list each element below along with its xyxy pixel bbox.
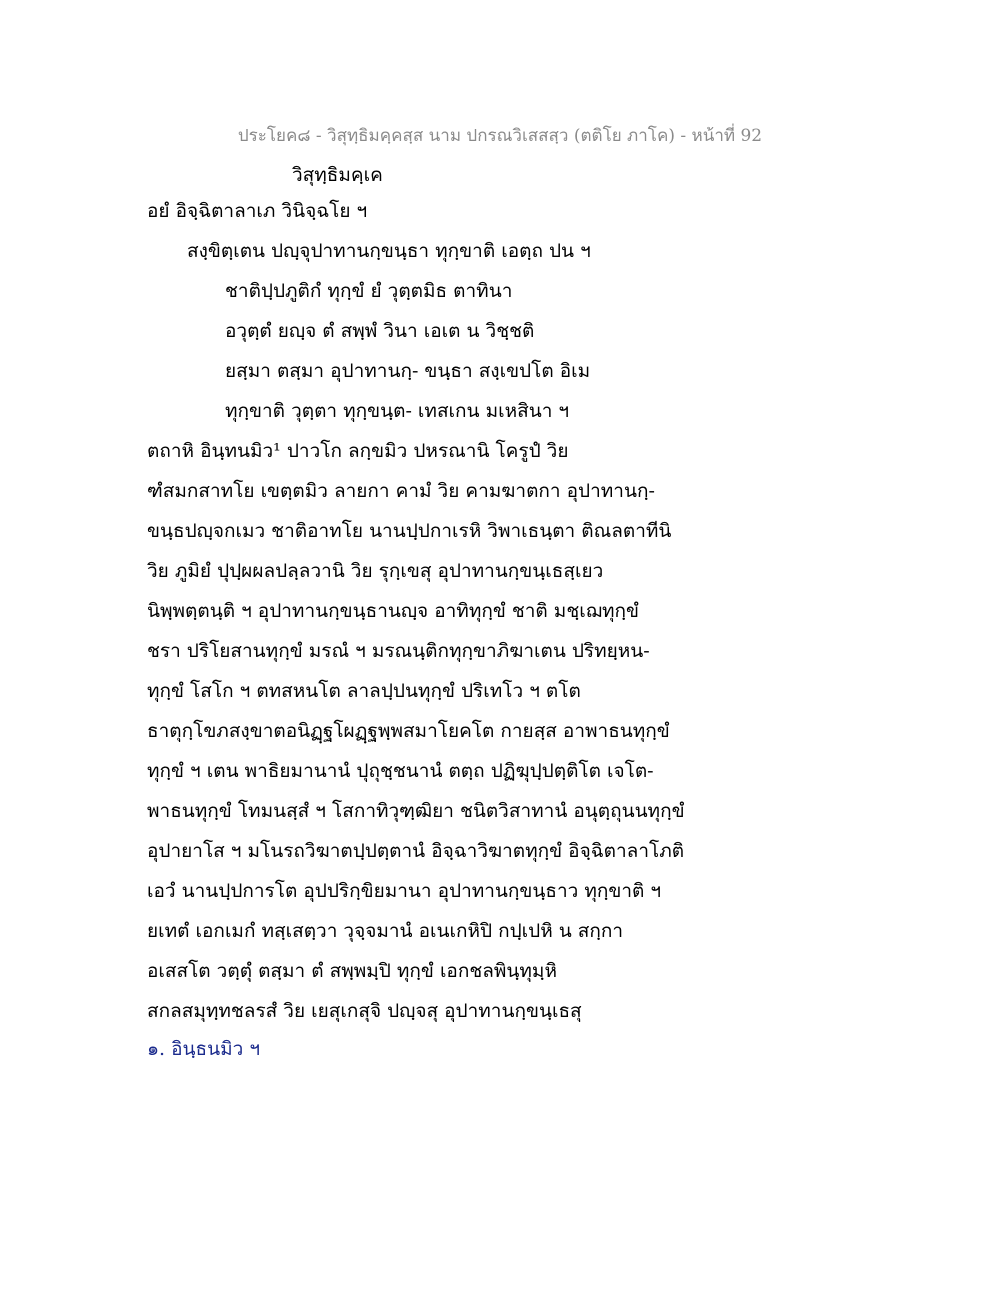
footnote: ๑. อินฺธนมิว ฯ — [147, 1038, 261, 1060]
running-header: ประโยค๘ - วิสุทฺธิมคฺคสฺส นาม ปกรณวิเสสสฺว (ตติโย ภาโค) - หน้าที่ 92 — [237, 126, 763, 146]
body-line: วิย ภูมิยํ ปุปฺผผลปลฺลวานิ วิย รุกฺเขสุ อุปาทานกฺขนฺเธสฺเยว — [147, 560, 604, 582]
body-line: อุปายาโส ฯ มโนรถวิฆาตปฺปตฺตานํ อิจฺฉาวิฆาตทุกฺขํ อิจฺฉิตาลาโภติ — [147, 840, 685, 862]
verse-line: ทุกฺขาติ วุตฺตา ทุกฺขนฺต- เทสเกน มเหสินา ฯ — [225, 400, 570, 422]
verse-line: ยสฺมา ตสฺมา อุปาทานกฺ- ขนฺธา สงฺเขปโต อิเม — [225, 360, 591, 382]
body-line: สงฺขิตฺเตน ปญฺจุปาทานกฺขนฺธา ทุกฺขาติ เอตฺถ ปน ฯ — [187, 240, 591, 262]
body-line: ธาตุกฺโขภสงฺขาตอนิฏฺฐโผฏฺฐพฺพสมาโยคโต กายสฺส อาพาธนทุกฺขํ — [147, 720, 670, 742]
body-line: นิพฺพตฺตนฺติ ฯ อุปาทานกฺขนฺธานญฺจ อาทิทุกฺขํ ชาติ มชฺเฌทุกฺขํ — [147, 600, 639, 622]
section-title: วิสุทฺธิมคฺเค — [292, 164, 383, 186]
body-line: ยเทตํ เอกเมกํ ทสฺเสตฺวา วุจฺจมานํ อเนเกหิปิ กปฺเปหิ น สกฺกา — [147, 920, 624, 942]
body-line: อยํ อิจฺฉิตาลาเภ วินิจฺฉโย ฯ — [147, 200, 368, 222]
body-line: ทุกฺขํ ฯ เตน พาธิยมานานํ ปุถุชฺชนานํ ตตฺถ ปฏิฆุปฺปตฺติโต เจโต- — [147, 760, 654, 782]
body-line: ฑํสมกสาทโย เขตฺตมิว ลายกา คามํ วิย คามฆาตกา อุปาทานกฺ- — [147, 480, 655, 502]
verse-line: ชาติปฺปภูติกํ ทุกฺขํ ยํ วุตฺตมิธ ตาทินา — [225, 280, 513, 302]
body-line: เอวํ นานปฺปการโต อุปปริกฺขิยมานา อุปาทานกฺขนฺธาว ทุกฺขาติ ฯ — [147, 880, 662, 902]
body-line: พาธนทุกฺขํ โทมนสฺสํ ฯ โสกาทิวุฑฺฒิยา ชนิตวิสาทานํ อนุตฺถุนนทุกฺขํ — [147, 800, 685, 822]
body-line: ตถาหิ อินฺทนมิว¹ ปาวโก ลกฺขมิว ปหรณานิ โครูปํ วิย — [147, 440, 569, 462]
verse-line: อวุตฺตํ ยญฺจ ตํ สพฺพํ วินา เอเต น วิชฺชติ — [225, 320, 535, 342]
body-line: ทุกฺขํ โสโก ฯ ตทสหนโต ลาลปฺปนทุกฺขํ ปริเทโว ฯ ตโต — [147, 680, 581, 702]
body-line: สกลสมุทฺทชลรสํ วิย เยสุเกสุจิ ปญฺจสุ อุปาทานกฺขนฺเธสุ — [147, 1000, 582, 1022]
body-line: อเสสโต วตฺตุํ ตสฺมา ตํ สพฺพมฺปิ ทุกฺขํ เอกชลพินฺทุมฺหิ — [147, 960, 557, 982]
body-line: ขนฺธปญฺจกเมว ชาติอาทโย นานปฺปกาเรหิ วิพาเธนฺตา ติณลตาทีนิ — [147, 520, 672, 542]
body-line: ชรา ปริโยสานทุกฺขํ มรณํ ฯ มรณนฺติกทุกฺขาภิฆาเตน ปริทยฺหน- — [147, 640, 650, 662]
